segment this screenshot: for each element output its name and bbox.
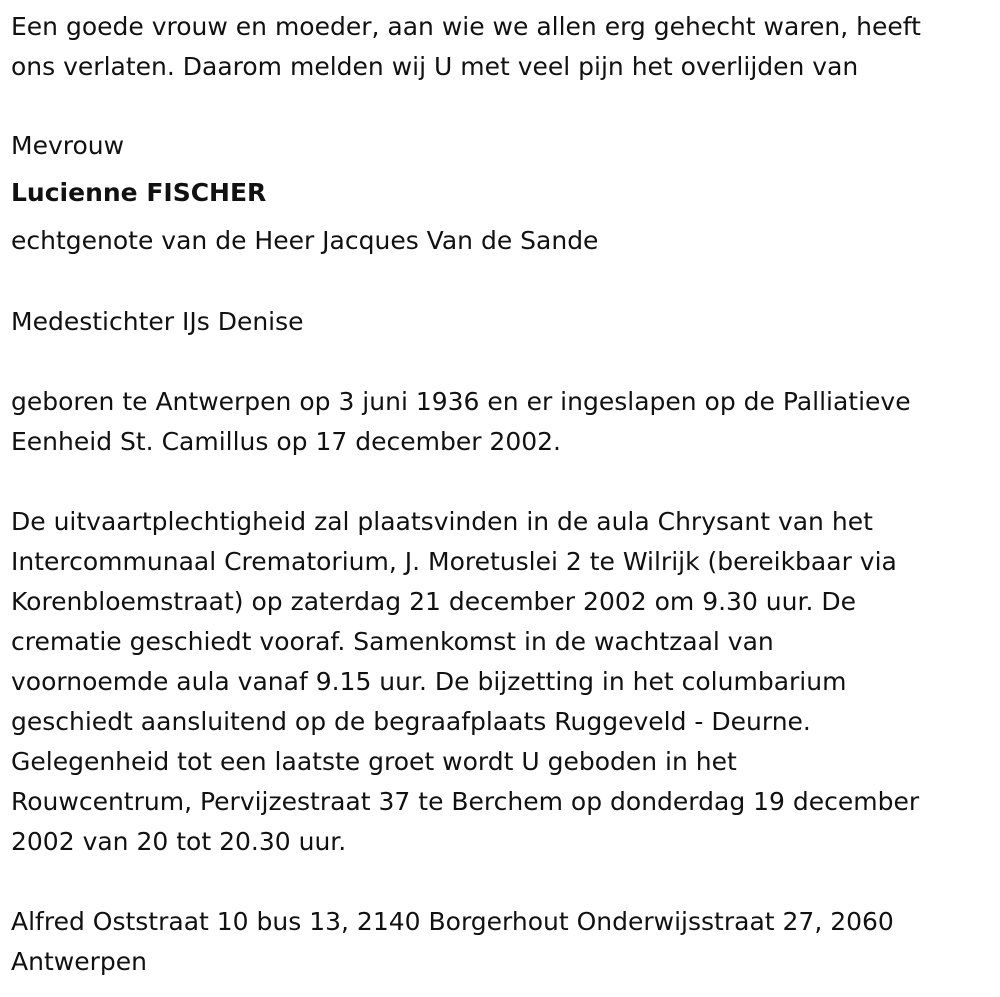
role-block [11,302,304,342]
ceremony-line: geschiedt aansluitend op de begraafplaats Ruggeveld - Deurne. [11,707,811,736]
intro-line: Een goede vrouw en moeder, aan wie we allen erg gehecht waren, heeft [11,12,921,41]
spouse-block [11,221,598,261]
ceremony-line: Korenbloemstraat) op zaterdag 21 december 2002 om 9.30 uur. De [11,587,857,616]
person-name-block [11,173,266,213]
ceremony-line: Gelegenheid tot een laatste groet wordt U geboden in het [11,747,737,776]
birth-death-line: Eenheid St. Camillus op 17 december 2002. [11,427,561,456]
birth-death-paragraph [11,382,911,462]
person-title-block [11,126,124,166]
ceremony-line: Rouwcentrum, Pervijzestraat 37 te Berchem op donderdag 19 december [11,787,920,816]
ceremony-line: crematie geschiedt vooraf. Samenkomst in de wachtzaal van [11,627,774,656]
addresses-paragraph [11,902,894,982]
role-line: Medestichter IJs Denise [11,307,304,336]
ceremony-line: Intercommunaal Crematorium, J. Moretuslei 2 te Wilrijk (bereikbaar via [11,547,897,576]
ceremony-line: De uitvaartplechtigheid zal plaatsvinden in de aula Chrysant van het [11,507,873,536]
intro-line: ons verlaten. Daarom melden wij U met veel pijn het overlijden van [11,52,859,81]
intro-paragraph [11,7,921,87]
address-line: Alfred Oststraat 10 bus 13, 2140 Borgerhout Onderwijsstraat 27, 2060 [11,907,894,936]
address-line: Antwerpen [11,947,147,976]
person-title: Mevrouw [11,131,125,160]
spouse-line: echtgenote van de Heer Jacques Van de Sande [11,226,599,255]
person-name: Lucienne FISCHER [11,178,267,207]
ceremony-paragraph [11,502,919,862]
birth-death-line: geboren te Antwerpen op 3 juni 1936 en er ingeslapen op de Palliatieve [11,387,911,416]
ceremony-line: 2002 van 20 tot 20.30 uur. [11,827,347,856]
ceremony-line: voornoemde aula vanaf 9.15 uur. De bijzetting in het columbarium [11,667,847,696]
